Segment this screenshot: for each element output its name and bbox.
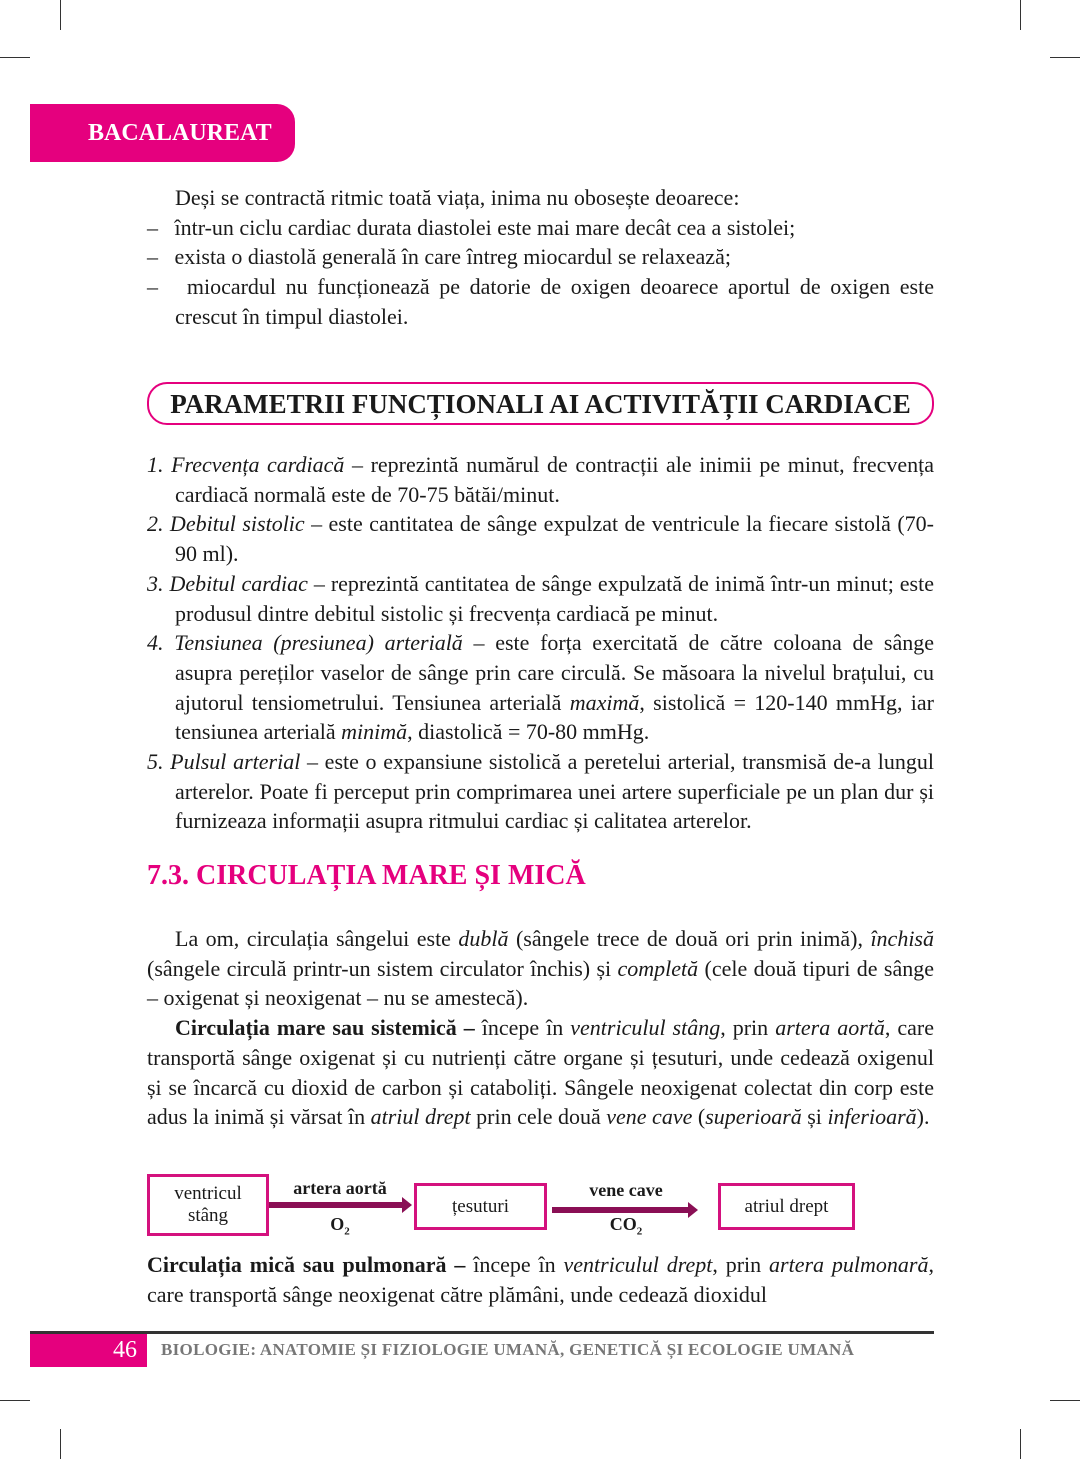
italic-term: 5. Pulsul arterial — [147, 749, 301, 775]
footer-title: BIOLOGIE: ANATOMIE ȘI FIZIOLOGIE UMANĂ, GENETICĂ ȘI ECOLOGIE UMANĂ — [161, 1340, 855, 1359]
crop-mark — [0, 1400, 30, 1401]
italic-term: artera aortă — [775, 1015, 885, 1041]
arrow-label: vene cave — [589, 1180, 663, 1200]
node-tesuturi: țesuturi — [414, 1183, 547, 1230]
footer-divider — [30, 1331, 934, 1334]
text-run: – reprezintă cantitatea de sânge expulzată de inimă într-un minut; este produsul dintre debitul sistolic și frecvența cardiacă pe minut. — [175, 570, 934, 626]
pulmonary-text — [147, 1250, 934, 1309]
crop-mark — [1050, 57, 1080, 58]
paragraph — [147, 242, 934, 272]
paragraph — [147, 509, 934, 568]
paragraph — [147, 569, 934, 628]
arrow-sublabel: $CO_2$ — [609, 1214, 643, 1238]
crop-mark — [60, 1429, 61, 1459]
section-heading: 7.3. CIRCULAȚIA MARE ȘI MICĂ — [147, 860, 586, 891]
text-run: – este o expansiune sistolică a peretelui arterial, transmisă de-a lungul arterelor. Poate fi perceput prin comprimarea unei artere superficiale pe un plan dur și furnizeaza informații asupra ritmului cardiac și calitatea arterelor. — [175, 749, 934, 834]
paragraph — [147, 747, 934, 836]
crop-mark — [60, 0, 61, 30]
italic-term: maximă — [569, 689, 640, 715]
crop-mark — [0, 57, 30, 58]
text-run: – este cantitatea de sânge expulzat de ventricule la fiecare sistolă (70-90 ml). — [175, 511, 934, 567]
italic-term: superioară — [705, 1104, 802, 1130]
text-run: – într-un ciclu cardiac durata diastolei este mai mare decât cea a sistolei; — [147, 214, 796, 240]
arrow-label: artera aortă — [293, 1178, 387, 1198]
text-run: , sistolică = 120-140 mmHg, iar tensiunea arterială — [175, 689, 934, 745]
crop-mark — [1020, 0, 1021, 30]
italic-term: artera pulmonară — [769, 1252, 929, 1277]
italic-term: închisă — [870, 926, 934, 951]
header-tab: BACALAUREAT — [30, 104, 295, 162]
paragraph — [147, 213, 934, 243]
arrow-vene-cave — [552, 1207, 689, 1213]
page-number: 46 — [30, 1334, 147, 1367]
text-run: La om, circulația sângelui este — [175, 926, 459, 951]
text-run: începe în — [474, 1015, 571, 1041]
text-run: , prin — [712, 1252, 770, 1277]
italic-term: inferioară — [827, 1104, 917, 1130]
italic-term: completă — [617, 955, 699, 981]
text-run: și — [801, 1104, 828, 1130]
italic-term: 3. Debitul cardiac — [147, 570, 308, 596]
text-run: ). — [916, 1104, 930, 1130]
paragraph — [147, 924, 934, 1013]
bold-term: Circulația mică sau pulmonară – — [147, 1252, 466, 1277]
text-run: – reprezintă numărul de contracții ale inimii pe minut, frecvența cardiacă normală este de 70-75 bătăi/minut. — [175, 452, 934, 507]
paragraph — [147, 1013, 934, 1132]
node-ventricul-stang — [147, 1174, 269, 1236]
text-run: – exista o diastolă generală în care întreg miocardul se relaxează; — [147, 244, 731, 270]
crop-mark — [1050, 1400, 1080, 1401]
paragraph — [147, 1250, 934, 1309]
node-atriul-drept: atriul drept — [718, 1183, 855, 1230]
text-run: – este forța exercitată de către coloana de sânge asupra pereților vaselor de sânge prin care circulă. Se măsoara la nivelul brațului, cu ajutorul tensiometrului. Tensiunea arterială — [175, 630, 934, 715]
text-run: Deși se contractă ritmic toată viața, inima nu obosește deoarece: — [175, 185, 740, 210]
italic-term: atriul drept — [370, 1104, 471, 1130]
text-run: prin cele două — [470, 1104, 607, 1130]
box-heading: PARAMETRII FUNCȚIONALI AI ACTIVITĂȚII CARDIACE — [147, 382, 934, 425]
bold-term: Circulația mare sau sistemică – — [175, 1015, 475, 1041]
text-run: ( — [692, 1104, 706, 1130]
parameters-list — [147, 450, 934, 836]
italic-term: minimă — [341, 719, 408, 745]
italic-term: ventriculul stâng — [570, 1015, 721, 1041]
arrow-aorta — [269, 1202, 403, 1208]
italic-term: dublă — [458, 926, 509, 951]
circulation-text — [147, 924, 934, 1132]
text-run: (cele două tipuri de sânge – oxigenat și neoxigenat – nu se amestecă). — [147, 955, 935, 1011]
text-run: , diastolică = 70-80 mmHg. — [407, 719, 650, 745]
paragraph — [147, 272, 934, 331]
node-label: ventricul stâng — [174, 1183, 242, 1226]
text-run: – miocardul nu funcționează pe datorie de oxigen deoarece aportul de oxigen este crescut în timpul diastolei. — [147, 274, 934, 329]
italic-term: 4. Tensiunea (presiunea) arterială — [147, 630, 463, 656]
italic-term: ventriculul drept — [563, 1252, 713, 1277]
paragraph — [147, 450, 934, 509]
paragraph — [147, 628, 934, 747]
paragraph — [147, 183, 934, 213]
text-run: (sângele trece de două ori prin inimă), — [508, 926, 871, 951]
text-run: începe în — [465, 1252, 564, 1277]
text-run: , care transportă sânge oxigenat și cu nutrienți către organe și țesuturi, unde cedează oxigenul și se încarcă cu dioxid de carbon și cataboliți. Sângele neoxigenat colectat din corp este adus la inimă și vărsat în — [147, 1015, 934, 1130]
intro-text — [147, 183, 934, 332]
italic-term: vene cave — [606, 1104, 693, 1130]
italic-term: 2. Debitul sistolic — [147, 511, 305, 537]
italic-term: 1. Frecvența cardiacă — [147, 452, 345, 477]
crop-mark — [1020, 1429, 1021, 1459]
text-run: (sângele circulă printr-un sistem circulator închis) și — [147, 955, 618, 981]
text-run: , care transportă sânge neoxigenat către plămâni, unde cedează dioxidul — [147, 1252, 934, 1307]
arrow-sublabel: $O_2$ — [330, 1214, 350, 1238]
text-run: , prin — [720, 1015, 776, 1041]
